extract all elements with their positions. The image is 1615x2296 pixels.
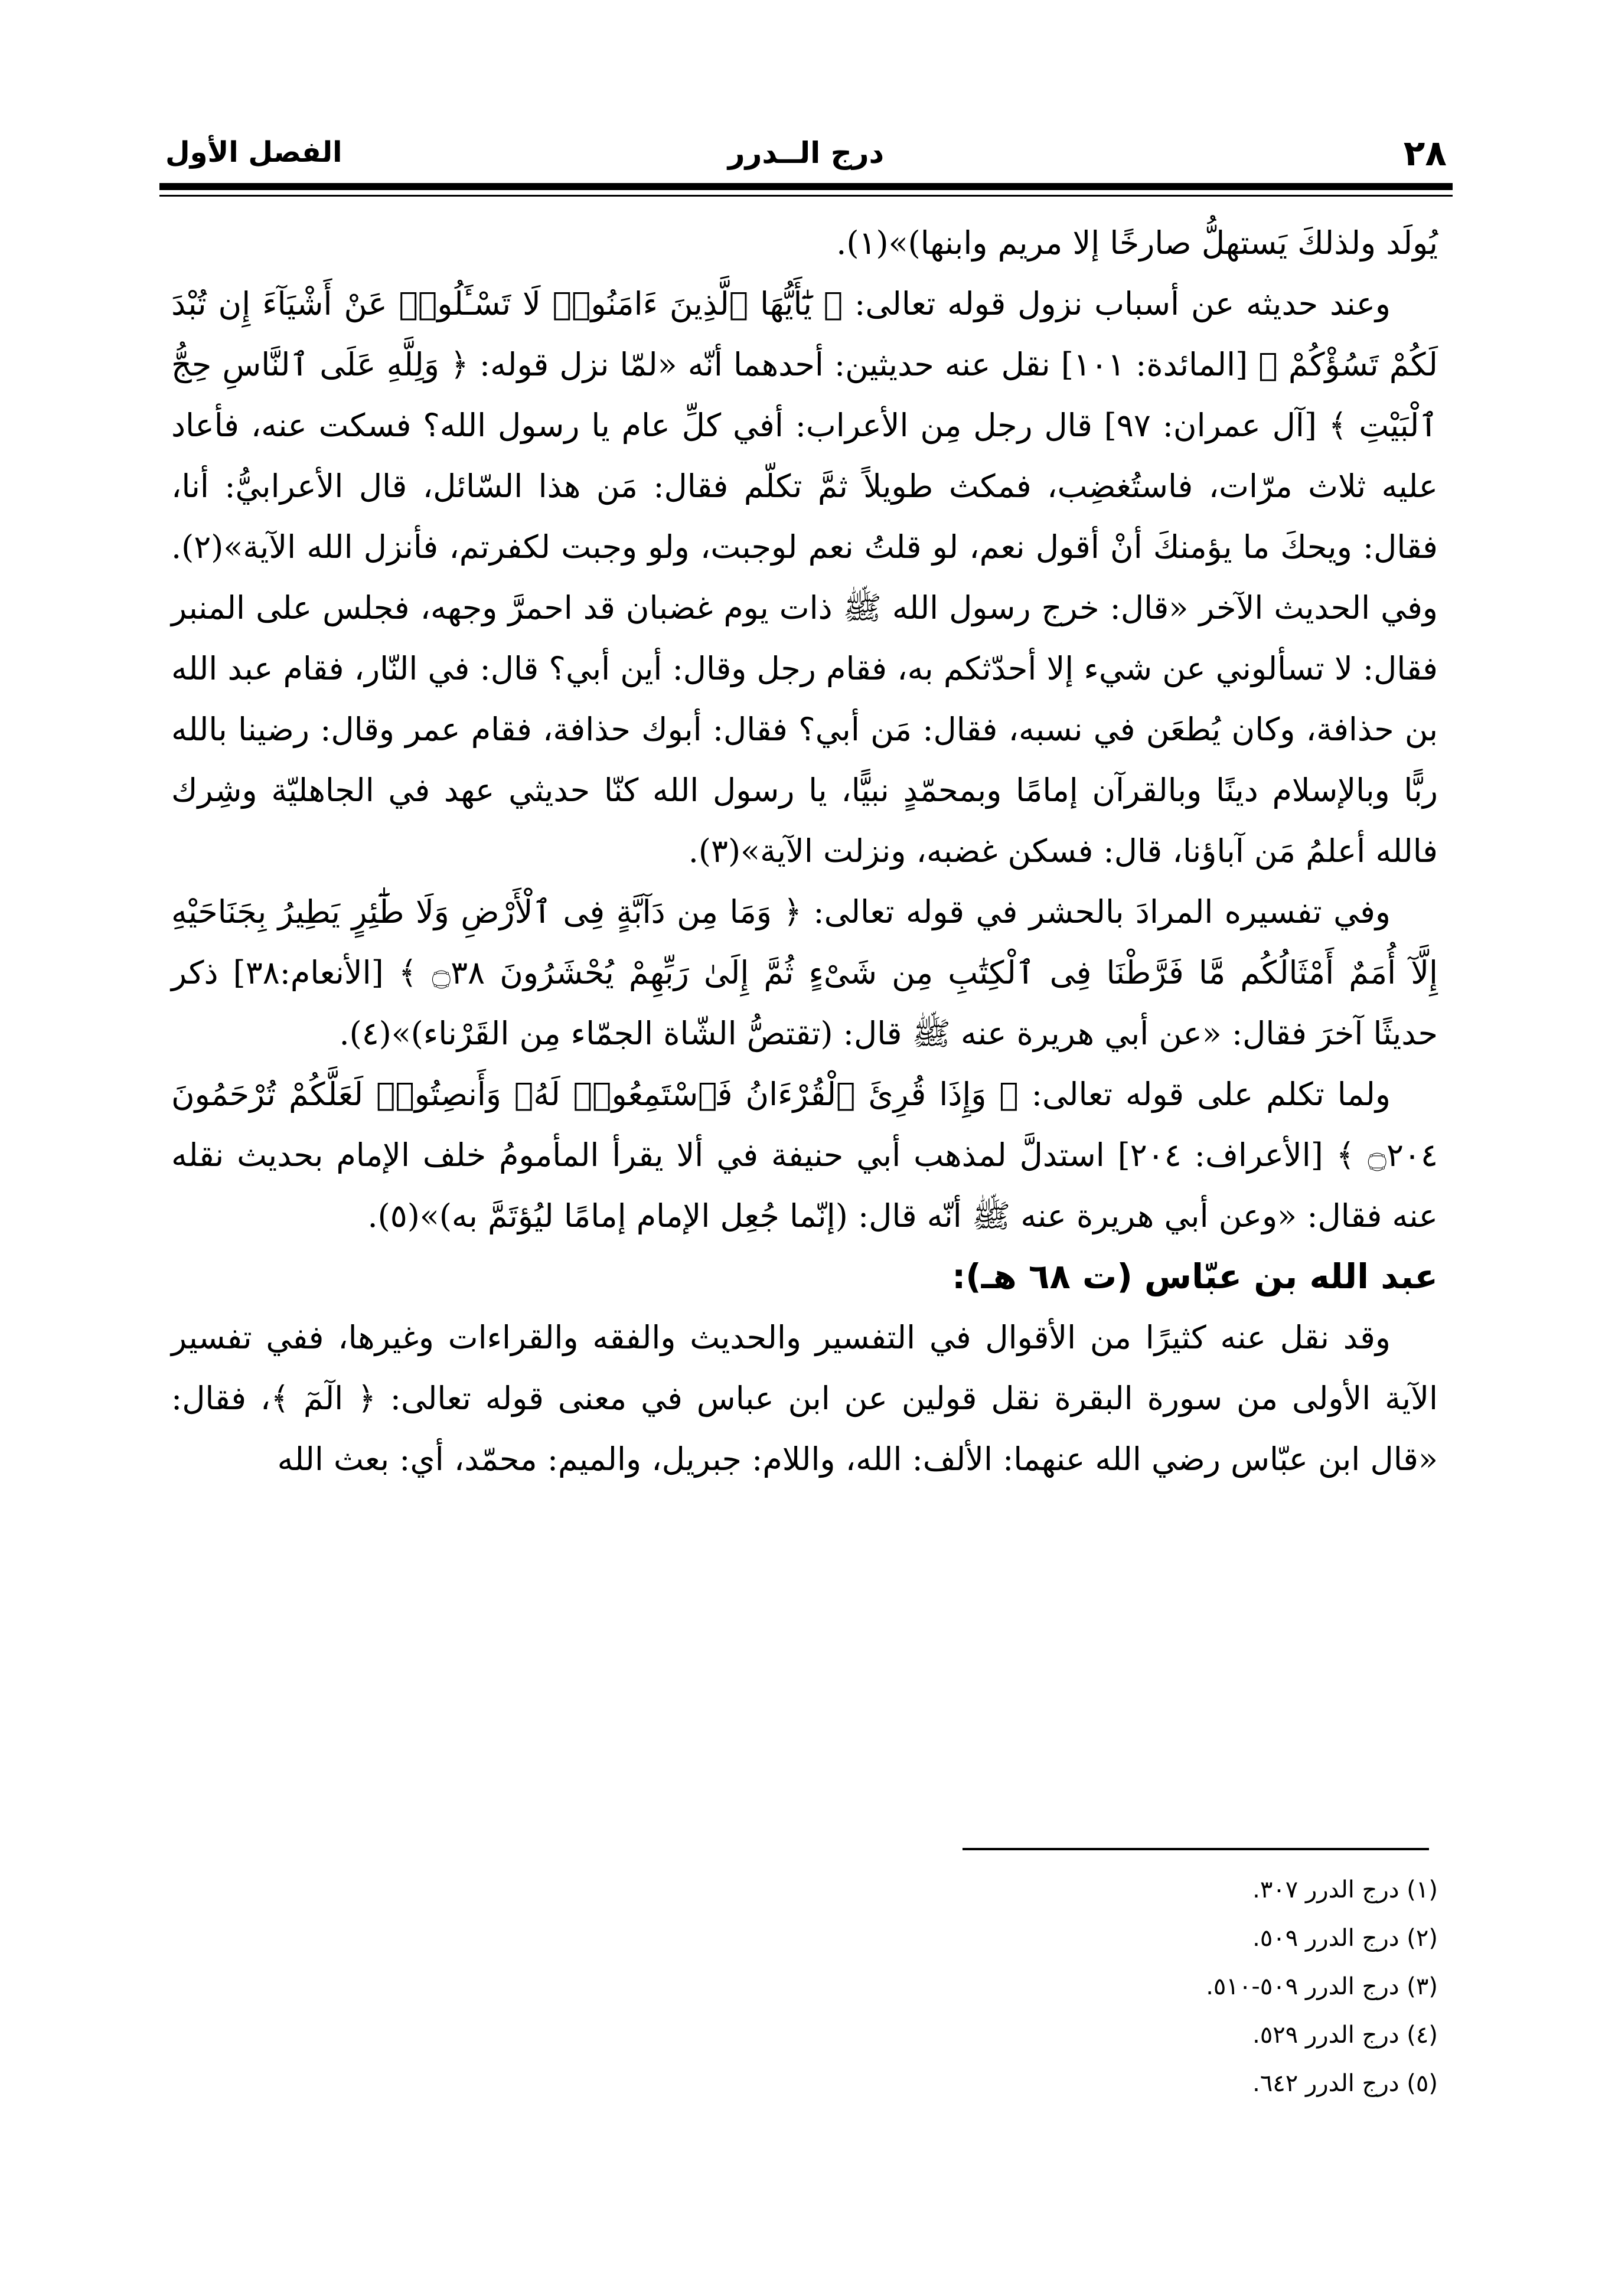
chapter-title: الفصل الأول [165, 136, 342, 169]
footnote: (٤) درج الدرر ٥٢٩. [1252, 2021, 1438, 2049]
footnote: (٢) درج الدرر ٥٠٩. [1252, 1925, 1438, 1952]
paragraph: وفي تفسيره المرادَ بالحشر في قوله تعالى: ﴿ وَمَا مِن دَآبَّةٍ فِى ٱلْأَرْضِ وَلَا طَٰٓئِرٍ يَطِيرُ بِجَنَاحَيْهِ إِلَّآ أُمَمٌ أَمْثَالُكُم مَّا فَرَّطْنَا فِى ٱلْكِتَٰبِ مِن شَىْءٍ ثُمَّ إِلَىٰ رَبِّهِمْ يُحْشَرُونَ ۝٣٨ ﴾ [الأنعام:٣٨] ذكر حديثًا آخرَ فقال: «عن أبي هريرة عنه ﷺ قال: (تقتصُّ الشّاة الجمّاء مِن القَرْناء)»(٤). [171, 893, 1438, 1052]
section-heading: عبد الله بن عبّاس (ت ٦٨ هـ): [952, 1256, 1438, 1296]
footnote-separator [963, 1848, 1429, 1850]
running-title: درج الــدرر [727, 136, 885, 170]
footnote: (١) درج الدرر ٣٠٧. [1252, 1876, 1438, 1903]
paragraph: وقد نقل عنه كثيرًا من الأقوال في التفسير والحديث والفقه والقراءات وغيرها، ففي تفسير الآية الأولى من سورة البقرة نقل قولين عن ابن عباس في معنى قوله تعالى: ﴿ الٓمٓ ﴾، فقال: «قال ابن عبّاس رضي الله عنهما: الألف: الله، واللام: جبريل، والميم: محمّد، أي: بعث الله [171, 1319, 1438, 1478]
footnote: (٥) درج الدرر ٦٤٢. [1252, 2070, 1438, 2097]
paragraph: يُولَد ولذلكَ يَستهلُّ صارخًا إلا مريم وابنها)»(١). [836, 224, 1438, 262]
page-number: ٢٨ [1403, 133, 1447, 174]
footnotes [1206, 1866, 1438, 2108]
main-text [171, 213, 1438, 1490]
footnote: (٣) درج الدرر ٥٠٩-٥١٠. [1206, 1973, 1438, 2000]
page-header [159, 118, 1453, 189]
paragraph: وعند حديثه عن أسباب نزول قوله تعالى: ﴿ يَٰٓأَيُّهَا ٱلَّذِينَ ءَامَنُوا۟ لَا تَسْـَٔلُوا۟ عَنْ أَشْيَآءَ إِن تُبْدَ لَكُمْ تَسُؤْكُمْ ﴾ [المائدة: ١٠١] نقل عنه حديثين: أحدهما أنّه «لمّا نزل قوله: ﴿ وَلِلَّهِ عَلَى ٱلنَّاسِ حِجُّ ٱلْبَيْتِ ﴾ [آل عمران: ٩٧] قال رجل مِن الأعراب: أفي كلِّ عام يا رسول الله؟ فسكت عنه، فأعاد عليه ثلاث مرّات، فاستُغضِب، فمكث طويلاً ثمَّ تكلّم فقال: مَن هذا السّائل، قال الأعرابيُّ: أنا، فقال: ويحكَ ما يؤمنكَ أنْ أقول نعم، لو قلتُ نعم لوجبت، ولو وجبت لكفرتم، فأنزل الله الآية»(٢). وفي الحديث الآخر «قال: خرج رسول الله ﷺ ذات يوم غضبان قد احمرَّ وجهه، فجلس على المنبر فقال: لا تسألوني عن شيء إلا أحدّثكم به، فقام رجل وقال: أين أبي؟ قال: في النّار، فقام عبد الله بن حذافة، وكان يُطعَن في نسبه، فقال: مَن أبي؟ فقال: أبوك حذافة، فقام عمر وقال: رضينا بالله ربًّا وبالإسلام دينًا وبالقرآن إمامًا وبمحمّدٍ نبيًّا، يا رسول الله كنّا حديثي عهد في الجاهليّة وشِرك فالله أعلمُ مَن آباؤنا، قال: فسكن غضبه، ونزلت الآية»(٣). [171, 285, 1438, 870]
header-rule-thick [159, 183, 1453, 190]
paragraph: ولما تكلم على قوله تعالى: ﴿ وَإِذَا قُرِئَ ٱلْقُرْءَانُ فَٱسْتَمِعُوا۟ لَهُۥ وَأَنصِتُوا۟ لَعَلَّكُمْ تُرْحَمُونَ ۝٢٠٤ ﴾ [الأعراف: ٢٠٤] استدلَّ لمذهب أبي حنيفة في ألا يقرأ المأمومُ خلف الإمام بحديث نقله عنه فقال: «وعن أبي هريرة عنه ﷺ أنّه قال: (إنّما جُعِل الإمام إمامًا ليُؤتَمَّ به)»(٥). [171, 1076, 1438, 1234]
header-rule-thin [159, 195, 1453, 197]
